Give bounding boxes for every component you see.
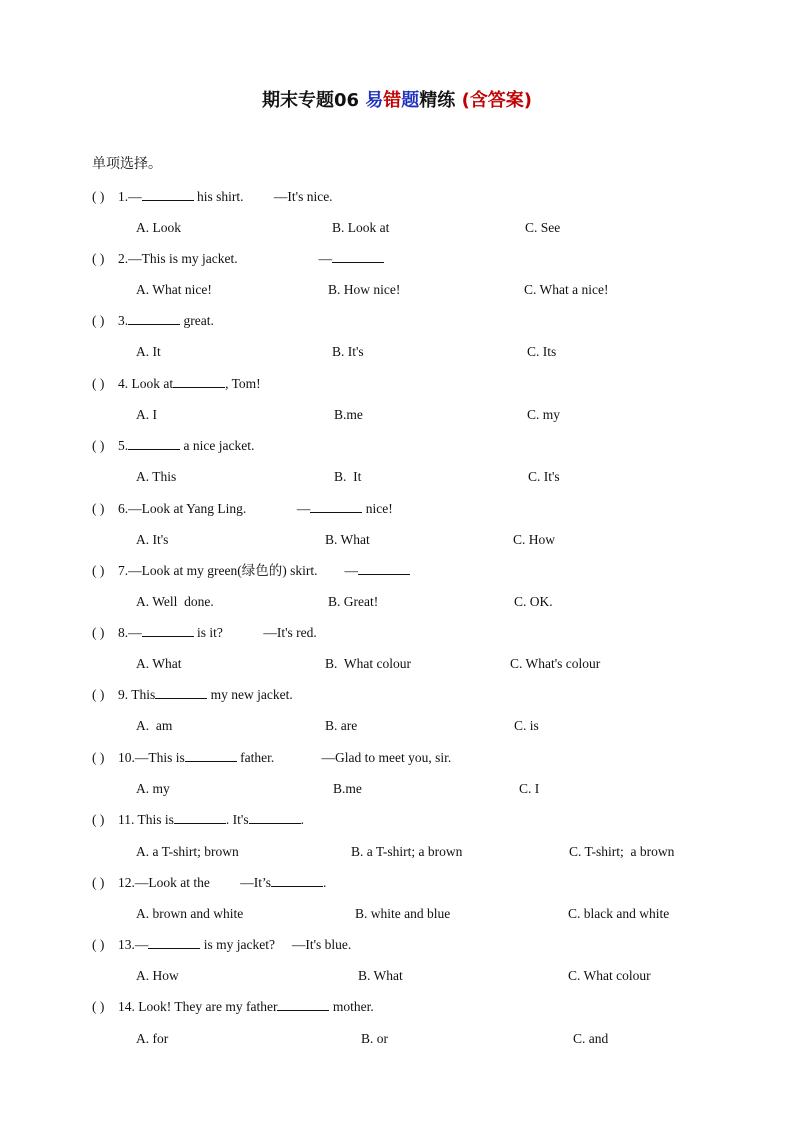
title-blue-1: 易 <box>365 90 384 111</box>
option-b[interactable]: B. are <box>325 718 358 733</box>
option-b[interactable]: B.me <box>333 781 362 796</box>
stem-text: , Tom! <box>225 376 261 391</box>
option-b[interactable]: B.me <box>334 407 363 422</box>
answer-paren[interactable]: ( ) <box>92 313 105 328</box>
option-a[interactable]: A. It's <box>136 532 169 547</box>
fill-blank[interactable] <box>128 312 180 325</box>
option-b[interactable]: B. How nice! <box>328 282 401 297</box>
fill-blank[interactable] <box>148 936 200 949</box>
answer-paren[interactable]: ( ) <box>92 687 105 702</box>
option-b[interactable]: B. It's <box>332 344 364 359</box>
title-answer-note: (含答案) <box>461 90 533 111</box>
option-a[interactable]: A. Look <box>136 220 181 235</box>
question-number: 1. <box>118 189 129 204</box>
stem-text: —Glad to meet you, sir. <box>274 750 452 765</box>
stem-text: is it? <box>193 625 223 640</box>
option-c[interactable]: C. See <box>525 220 561 235</box>
question-stem <box>118 811 304 829</box>
title-blue-2: 题 <box>401 90 420 111</box>
stem-text: This <box>128 687 156 702</box>
page-title <box>0 86 794 112</box>
section-heading: 单项选择。 <box>92 156 162 172</box>
option-a[interactable]: A. my <box>136 781 170 796</box>
option-c[interactable]: C. OK. <box>514 594 553 609</box>
fill-blank[interactable] <box>249 811 301 824</box>
question-number: 2. <box>118 251 129 266</box>
stem-text: his shirt. <box>193 189 244 204</box>
answer-paren[interactable]: ( ) <box>92 625 105 640</box>
option-a[interactable]: A. am <box>136 718 173 733</box>
stem-text: — <box>128 189 142 204</box>
option-c[interactable]: C. and <box>573 1031 609 1046</box>
stem-text: — <box>237 251 333 266</box>
stem-text: —It's blue. <box>274 937 352 952</box>
stem-text: . <box>300 812 304 827</box>
fill-blank[interactable] <box>174 811 226 824</box>
option-a[interactable]: A. What <box>136 656 182 671</box>
stem-text: — <box>128 625 142 640</box>
stem-text: This is <box>134 812 174 827</box>
question-stem <box>118 874 326 892</box>
answer-paren[interactable]: ( ) <box>92 563 105 578</box>
fill-blank[interactable] <box>142 188 194 201</box>
question-stem <box>118 437 254 455</box>
title-black: 精练 <box>419 90 456 111</box>
question-stem <box>118 250 384 268</box>
fill-blank[interactable] <box>358 562 410 575</box>
question-stem <box>118 562 410 580</box>
stem-text: — <box>246 501 311 516</box>
fill-blank[interactable] <box>128 437 180 450</box>
stem-text: is my jacket? <box>200 937 275 952</box>
answer-paren[interactable]: ( ) <box>92 438 105 453</box>
title-red: 错 <box>383 90 402 111</box>
question-number: 7. <box>118 563 129 578</box>
stem-text: my new jacket. <box>207 687 293 702</box>
fill-blank[interactable] <box>142 624 194 637</box>
option-a[interactable]: A. What nice! <box>136 282 212 297</box>
question-number: 5. <box>118 438 129 453</box>
stem-text: father. <box>236 750 275 765</box>
question-stem <box>118 375 261 393</box>
option-a[interactable]: A. How <box>136 968 179 983</box>
question-stem <box>118 188 333 206</box>
answer-paren[interactable]: ( ) <box>92 937 105 952</box>
stem-text: . <box>323 875 327 890</box>
option-b[interactable]: B. Great! <box>328 594 379 609</box>
answer-paren[interactable]: ( ) <box>92 750 105 765</box>
option-b[interactable]: B. What colour <box>325 656 411 671</box>
question-stem <box>118 500 393 518</box>
option-a[interactable]: A. Well done. <box>136 594 214 609</box>
question-stem <box>118 749 451 767</box>
stem-text: —Look at the <box>134 875 210 890</box>
option-c[interactable]: C. T-shirt; a brown <box>569 844 675 859</box>
fill-blank[interactable] <box>332 250 384 263</box>
option-a[interactable]: A. It <box>136 344 161 359</box>
answer-paren[interactable]: ( ) <box>92 501 105 516</box>
question-stem <box>118 998 374 1016</box>
option-b[interactable]: B. a T-shirt; a brown <box>351 844 463 859</box>
option-a[interactable]: A. I <box>136 407 157 422</box>
stem-text: —It's red. <box>222 625 317 640</box>
stem-text: — <box>317 563 358 578</box>
stem-text: —This is <box>134 750 185 765</box>
option-a[interactable]: A. a T-shirt; brown <box>136 844 239 859</box>
option-a[interactable]: A. for <box>136 1031 169 1046</box>
option-b[interactable]: B. Look at <box>332 220 390 235</box>
answer-paren[interactable]: ( ) <box>92 189 105 204</box>
answer-paren[interactable]: ( ) <box>92 999 105 1014</box>
option-c[interactable]: C. my <box>527 407 561 422</box>
stem-text: —Look at Yang Ling. <box>128 501 247 516</box>
option-b[interactable]: B. What <box>325 532 370 547</box>
option-c[interactable]: C. How <box>513 532 556 547</box>
stem-text: great. <box>180 313 214 328</box>
fill-blank[interactable] <box>271 874 323 887</box>
option-c[interactable]: C. What's colour <box>510 656 601 671</box>
fill-blank[interactable] <box>277 998 329 1011</box>
option-c[interactable]: C. What a nice! <box>524 282 609 297</box>
question-number: 9. <box>118 687 129 702</box>
question-number: 14. <box>118 999 135 1014</box>
fill-blank[interactable] <box>310 500 362 513</box>
option-b[interactable]: B. What <box>358 968 403 983</box>
question-stem <box>118 686 293 704</box>
answer-paren[interactable]: ( ) <box>92 376 105 391</box>
stem-text: a nice jacket. <box>180 438 255 453</box>
answer-paren[interactable]: ( ) <box>92 812 105 827</box>
option-c[interactable]: C. It's <box>528 469 560 484</box>
stem-text: —Look at my green(绿色的) skirt. <box>128 563 318 578</box>
option-b[interactable]: B. white and blue <box>355 906 451 921</box>
question-number: 8. <box>118 625 129 640</box>
question-number: 13. <box>118 937 135 952</box>
question-number: 11. <box>118 812 135 827</box>
fill-blank[interactable] <box>185 749 237 762</box>
question-number: 12. <box>118 875 135 890</box>
question-number: 6. <box>118 501 129 516</box>
title-prefix: 期末专题06 <box>261 90 360 111</box>
stem-text: nice! <box>362 501 393 516</box>
option-c[interactable]: C. Its <box>527 344 557 359</box>
stem-text: —It’s <box>209 875 271 890</box>
stem-text: Look! They are my father <box>134 999 278 1014</box>
option-c[interactable]: C. I <box>519 781 540 796</box>
option-a[interactable]: A. brown and white <box>136 906 244 921</box>
question-stem <box>118 312 214 330</box>
answer-paren[interactable]: ( ) <box>92 875 105 890</box>
question-stem <box>118 936 351 954</box>
fill-blank[interactable] <box>173 375 225 388</box>
option-a[interactable]: A. This <box>136 469 177 484</box>
question-stem <box>118 624 317 642</box>
option-b[interactable]: B. or <box>361 1031 388 1046</box>
option-c[interactable]: C. What colour <box>568 968 651 983</box>
fill-blank[interactable] <box>155 686 207 699</box>
option-b[interactable]: B. It <box>334 469 362 484</box>
stem-text: — <box>134 937 149 952</box>
question-number: 4. <box>118 376 129 391</box>
stem-text: Look at <box>128 376 174 391</box>
stem-text: —This is my jacket. <box>128 251 238 266</box>
option-c[interactable]: C. is <box>514 718 539 733</box>
stem-text: mother. <box>329 999 374 1014</box>
question-number: 10. <box>118 750 135 765</box>
question-number: 3. <box>118 313 129 328</box>
answer-paren[interactable]: ( ) <box>92 251 105 266</box>
stem-text: —It's nice. <box>243 189 333 204</box>
option-c[interactable]: C. black and white <box>568 906 670 921</box>
stem-text: . It's <box>225 812 249 827</box>
